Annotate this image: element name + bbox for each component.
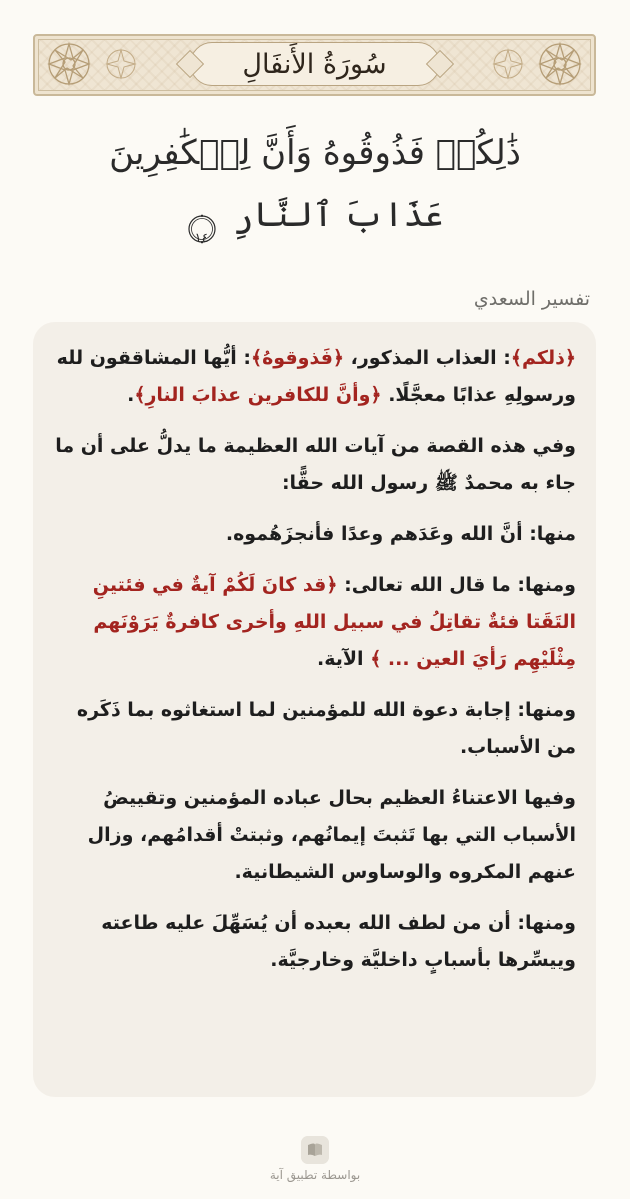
tafsir-body	[53, 340, 576, 979]
rosette-ornament-icon	[97, 40, 145, 88]
tafsir-text: : أيُّها المشاققون لله ورسولِهِ عذابًا معجَّلًا.	[56, 347, 576, 406]
verse-line-1: ذَٰلِكُمۡ فَذُوقُوهُ وَأَنَّ لِلۡكَٰفِرِينَ	[109, 133, 521, 173]
surah-name: سُورَةُ الأَنفَالِ	[242, 48, 387, 80]
tafsir-paragraph	[53, 340, 576, 414]
tafsir-paragraph	[53, 905, 576, 979]
verse-line-2-text: عَذَابَ ٱلنَّارِ	[233, 195, 444, 235]
tafsir-text: وفي هذه القصة من آيات الله العظيمة ما يدلُّ على أن ما جاء به محمدٌ ﷺ رسول الله حقًّا:	[55, 435, 576, 494]
tafsir-text: منها: أنَّ الله وعَدَهم وعدًا فأنجزَهُموه.	[225, 523, 576, 545]
tafsir-text: ومنها: ما قال الله تعالى:	[337, 574, 576, 596]
tafsir-text: .	[127, 384, 135, 406]
tafsir-text: الآية.	[317, 648, 371, 670]
tafsir-paragraph	[53, 780, 576, 891]
tafsir-paragraph	[53, 516, 576, 553]
rosette-ornament-icon	[45, 40, 93, 88]
quran-quote: ﴿وأنَّ للكافرين عذابَ النارِ﴾	[134, 384, 382, 406]
tafsir-paragraph	[53, 428, 576, 502]
tafsir-text: وفيها الاعتناءُ العظيم بحال عباده المؤمنين وتقييضُ الأسباب التي بها تَثبتَ إيمانُهم، وثبتتْ أقدامُهم، وزال عنهم المكروه والوساوس الشيطانية.	[87, 787, 576, 883]
rosette-ornament-icon	[484, 40, 532, 88]
tafsir-paragraph	[53, 567, 576, 678]
app-logo-icon	[301, 1136, 329, 1164]
tafsir-card	[33, 322, 596, 1097]
tafsir-paragraph	[53, 692, 576, 766]
surah-name-cartouche	[190, 42, 440, 86]
verse-line-2	[20, 184, 610, 246]
quran-quote: ﴿فَذوقوهُ﴾	[250, 347, 345, 369]
footer-credit: بواسطة تطبيق آية	[269, 1168, 361, 1182]
quran-verse	[20, 122, 610, 246]
verse-number: ١٤	[194, 231, 209, 246]
rosette-ornament-icon	[536, 40, 584, 88]
tafsir-source-label: تفسير السعدي	[473, 288, 590, 310]
surah-header-banner	[33, 34, 596, 96]
quran-quote: ﴿قد كانَ لَكُمْ آيةٌ في فئتينِ التَقَتا فئةٌ تقاتِلُ في سبيل اللهِ وأخرى كافرةٌ يَرَوْنَهم مِثْلَيْهِم رَأيَ العين ... ﴾	[92, 574, 576, 670]
tafsir-text: ومنها: أن من لطف الله بعبده أن يُسَهِّلَ عليه طاعته وييسِّرها بأسبابٍ داخليَّة وخارجيَّة.	[101, 912, 576, 971]
verse-number-marker	[187, 202, 217, 246]
tafsir-text: : العذاب المذكور،	[344, 347, 511, 369]
quran-quote: ﴿ذلكم﴾	[510, 347, 576, 369]
tafsir-text: ومنها: إجابة دعوة الله للمؤمنين لما استغاثوه بما ذَكَره من الأسباب.	[76, 699, 576, 758]
